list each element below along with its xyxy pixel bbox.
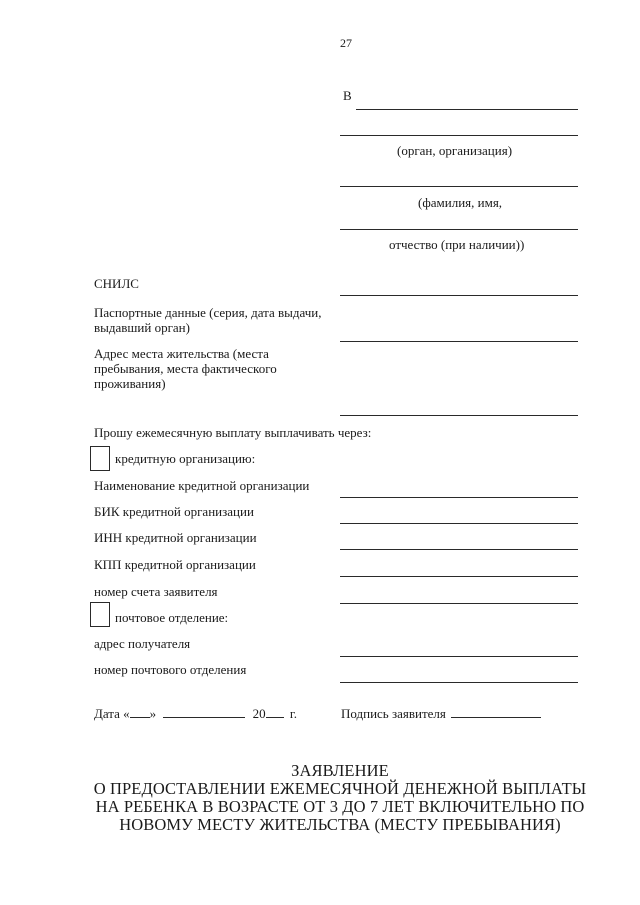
post-office-option-label: почтовое отделение: xyxy=(115,610,229,625)
credit-org-kpp-line[interactable] xyxy=(340,576,578,577)
date-year-suffix: г. xyxy=(289,706,298,721)
addressee-org-hint: (орган, организация) xyxy=(397,143,513,158)
addressee-name-hint: (фамилия, имя, xyxy=(418,195,503,210)
addressee-prefix: В xyxy=(343,88,352,103)
signature-blank[interactable] xyxy=(451,705,541,718)
document-title-line-3: НА РЕБЕНКА В ВОЗРАСТЕ ОТ 3 ДО 7 ЛЕТ ВКЛЮЧИТЕЛЬНО ПО xyxy=(95,797,585,816)
addressee-patronymic-hint: отчество (при наличии)) xyxy=(389,237,525,252)
date-close-quote: » xyxy=(149,706,157,721)
payment-request-text: Прошу ежемесячную выплату выплачивать через: xyxy=(94,425,372,440)
document-title-line-1: ЗАЯВЛЕНИЕ xyxy=(291,761,389,780)
date-row xyxy=(94,705,297,722)
date-month-blank[interactable] xyxy=(163,705,245,718)
address-line[interactable] xyxy=(340,415,578,416)
post-office-number-label: номер почтового отделения xyxy=(94,662,247,677)
credit-org-bik-line[interactable] xyxy=(340,523,578,524)
signature-label: Подпись заявителя xyxy=(341,706,446,721)
credit-org-kpp-label: КПП кредитной организации xyxy=(94,557,256,572)
passport-label-1: Паспортные данные (серия, дата выдачи, xyxy=(94,305,322,320)
credit-org-name-line[interactable] xyxy=(340,497,578,498)
addressee-patronymic-line[interactable] xyxy=(340,229,578,230)
date-day-blank[interactable] xyxy=(130,705,150,718)
credit-org-name-label: Наименование кредитной организации xyxy=(94,478,310,493)
passport-line[interactable] xyxy=(340,341,578,342)
date-year-prefix: 20 xyxy=(252,706,266,721)
address-label-2: пребывания, места фактического xyxy=(94,361,277,376)
credit-org-inn-label: ИНН кредитной организации xyxy=(94,530,257,545)
document-title-line-4: НОВОМУ МЕСТУ ЖИТЕЛЬСТВА (МЕСТУ ПРЕБЫВАНИЯ) xyxy=(119,815,561,834)
snils-label: СНИЛС xyxy=(94,276,139,291)
credit-org-checkbox[interactable] xyxy=(90,446,110,471)
account-number-label: номер счета заявителя xyxy=(94,584,218,599)
credit-org-inn-line[interactable] xyxy=(340,549,578,550)
post-office-number-line[interactable] xyxy=(340,682,578,683)
credit-org-option-label: кредитную организацию: xyxy=(115,451,256,466)
signature-row xyxy=(341,705,541,722)
address-label-3: проживания) xyxy=(94,376,166,391)
post-office-checkbox[interactable] xyxy=(90,602,110,627)
date-year-blank[interactable] xyxy=(266,705,284,718)
recipient-address-label: адрес получателя xyxy=(94,636,191,651)
date-prefix: Дата « xyxy=(94,706,130,721)
address-label-1: Адрес места жительства (места xyxy=(94,346,269,361)
addressee-name-line[interactable] xyxy=(340,186,578,187)
account-number-line[interactable] xyxy=(340,603,578,604)
page-number: 27 xyxy=(340,36,352,50)
addressee-org-line-2[interactable] xyxy=(340,135,578,136)
snils-line[interactable] xyxy=(340,295,578,296)
recipient-address-line[interactable] xyxy=(340,656,578,657)
addressee-org-line-1[interactable] xyxy=(356,109,578,110)
credit-org-bik-label: БИК кредитной организации xyxy=(94,504,254,519)
passport-label-2: выдавший орган) xyxy=(94,320,190,335)
document-title-line-2: О ПРЕДОСТАВЛЕНИИ ЕЖЕМЕСЯЧНОЙ ДЕНЕЖНОЙ ВЫПЛАТЫ xyxy=(93,779,587,798)
